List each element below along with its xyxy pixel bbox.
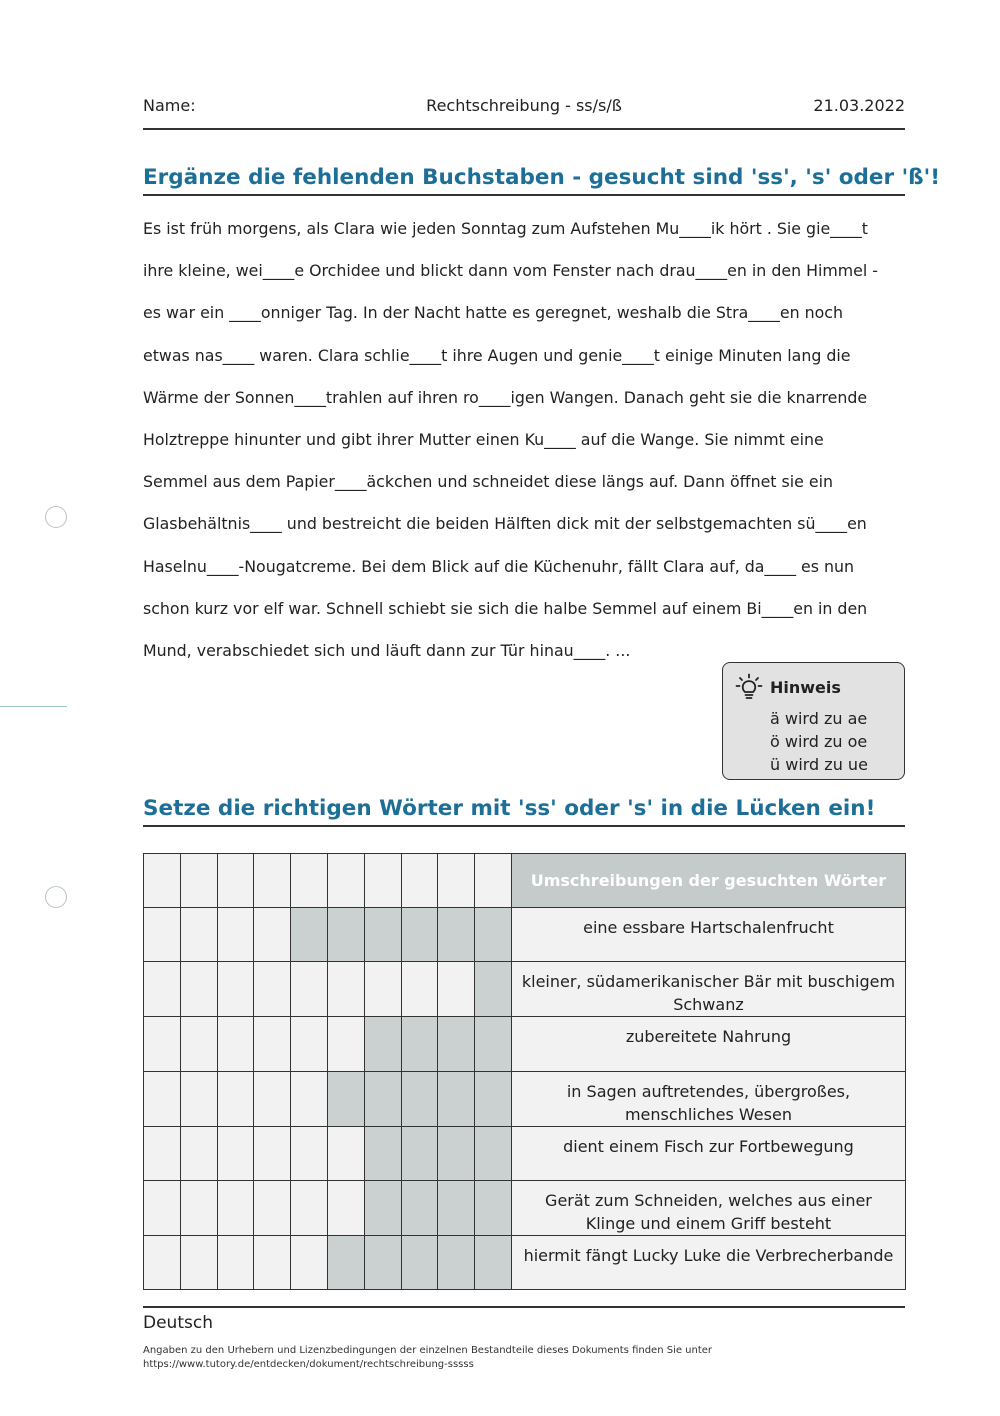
crossword-cell-highlighted[interactable] (327, 908, 364, 962)
crossword-cell[interactable] (144, 1072, 181, 1127)
clue-text: zubereitete Nahrung (511, 1017, 905, 1072)
crossword-cell[interactable] (327, 854, 364, 908)
cloze-line: Mund, verabschiedet sich und läuft dann zur Tür hinau____. ... (143, 640, 631, 660)
name-label: Name: (143, 96, 196, 115)
hint-box (722, 662, 905, 780)
crossword-cell[interactable] (180, 1127, 217, 1181)
crossword-cell[interactable] (180, 1017, 217, 1072)
crossword-cell[interactable] (291, 854, 328, 908)
crossword-cell-highlighted[interactable] (364, 1181, 401, 1236)
crossword-row (144, 908, 906, 962)
crossword-cell[interactable] (327, 962, 364, 1017)
crossword-cell-highlighted[interactable] (438, 1017, 475, 1072)
crossword-cell[interactable] (438, 854, 475, 908)
crossword-cell[interactable] (180, 1181, 217, 1236)
crossword-cell-highlighted[interactable] (401, 1072, 438, 1127)
crossword-row (144, 1236, 906, 1290)
crossword-cell-highlighted[interactable] (438, 1127, 475, 1181)
crossword-cell[interactable] (254, 1017, 291, 1072)
crossword-cell[interactable] (144, 908, 181, 962)
crossword-cell[interactable] (217, 1017, 254, 1072)
punch-hole-bottom (45, 886, 67, 908)
document-date: 21.03.2022 (813, 96, 905, 115)
crossword-cell[interactable] (327, 1127, 364, 1181)
crossword-cell[interactable] (144, 962, 181, 1017)
crossword-cell[interactable] (180, 908, 217, 962)
crossword-row (144, 1072, 906, 1127)
crossword-cell-highlighted[interactable] (438, 908, 475, 962)
crossword-cell[interactable] (327, 1181, 364, 1236)
clue-text: in Sagen auftretendes, übergroßes, menschliches Wesen (511, 1072, 905, 1127)
cloze-line: schon kurz vor elf war. Schnell schiebt sie sich die halbe Semmel auf einem Bi____en in den (143, 598, 868, 618)
crossword-cell-highlighted[interactable] (438, 1072, 475, 1127)
crossword-cell[interactable] (144, 1127, 181, 1181)
crossword-cell[interactable] (144, 854, 181, 908)
crossword-cell[interactable] (217, 1127, 254, 1181)
crossword-cell[interactable] (144, 1017, 181, 1072)
crossword-cell[interactable] (217, 1236, 254, 1290)
license-text: Angaben zu den Urhebern und Lizenzbedingungen der einzelnen Bestandteile dieses Dokuments finden Sie unter (143, 1345, 713, 1356)
exercise-1-heading: Ergänze die fehlenden Buchstaben - gesucht sind 'ss', 's' oder 'ß'! (143, 165, 905, 196)
crossword-cell[interactable] (401, 854, 438, 908)
crossword-cell[interactable] (364, 962, 401, 1017)
clue-column-header: Umschreibungen der gesuchten Wörter (511, 854, 905, 908)
crossword-cell-highlighted[interactable] (438, 1181, 475, 1236)
crossword-cell[interactable] (217, 1072, 254, 1127)
crossword-cell-highlighted[interactable] (364, 908, 401, 962)
crossword-cell[interactable] (291, 962, 328, 1017)
cloze-line: Semmel aus dem Papier____äckchen und schneidet diese längs auf. Dann öffnet sie ein (143, 472, 833, 492)
hint-line: ä wird zu ae (770, 709, 868, 728)
crossword-row (144, 1181, 906, 1236)
clue-text: hiermit fängt Lucky Luke die Verbrecherbande (511, 1236, 905, 1290)
footer-subject: Deutsch (143, 1313, 213, 1333)
crossword-cell[interactable] (217, 962, 254, 1017)
crossword-cell-highlighted[interactable] (364, 1017, 401, 1072)
crossword-cell[interactable] (364, 854, 401, 908)
crossword-cell[interactable] (401, 962, 438, 1017)
crossword-cell-highlighted[interactable] (475, 1072, 512, 1127)
cloze-line: Holztreppe hinunter und gibt ihrer Mutter einen Ku____ auf die Wange. Sie nimmt eine (143, 429, 824, 449)
crossword-cell-highlighted[interactable] (401, 1127, 438, 1181)
clue-text: kleiner, südamerikanischer Bär mit buschigem Schwanz (511, 962, 905, 1017)
crossword-table (143, 853, 906, 1290)
crossword-cell[interactable] (291, 1181, 328, 1236)
crossword-cell[interactable] (254, 962, 291, 1017)
document-title: Rechtschreibung - ss/s/ß (426, 96, 622, 115)
crossword-row (144, 962, 906, 1017)
crossword-cell[interactable] (291, 1236, 328, 1290)
crossword-cell[interactable] (254, 1072, 291, 1127)
crossword-cell-highlighted[interactable] (327, 1236, 364, 1290)
crossword-cell-highlighted[interactable] (401, 1017, 438, 1072)
crossword-row (144, 1017, 906, 1072)
crossword-cell[interactable] (180, 962, 217, 1017)
crossword-cell[interactable] (144, 1236, 181, 1290)
crossword-cell[interactable] (254, 1127, 291, 1181)
cloze-line: es war ein ____onniger Tag. In der Nacht hatte es geregnet, weshalb die Stra____en noch (143, 303, 843, 323)
license-url: https://www.tutory.de/entdecken/dokument/rechtschreibung-sssss (143, 1359, 474, 1370)
crossword-cell-highlighted[interactable] (364, 1072, 401, 1127)
crossword-cell[interactable] (254, 854, 291, 908)
cloze-line: Wärme der Sonnen____trahlen auf ihren ro____igen Wangen. Danach geht sie die knarrende (143, 387, 868, 407)
crossword-cell[interactable] (254, 908, 291, 962)
fold-mark (0, 706, 67, 707)
hint-title: Hinweis (770, 678, 841, 697)
crossword-cell-highlighted[interactable] (401, 908, 438, 962)
page-header (143, 96, 905, 130)
hint-line: ü wird zu ue (770, 755, 868, 774)
crossword-cell-highlighted[interactable] (475, 1236, 512, 1290)
crossword-cell[interactable] (217, 854, 254, 908)
clue-text: eine essbare Hartschalenfrucht (511, 908, 905, 962)
crossword-row (144, 1127, 906, 1181)
cloze-line: Haselnu____-Nougatcreme. Bei dem Blick auf die Küchenuhr, fällt Clara auf, da____ es nun (143, 556, 855, 576)
cloze-line: ihre kleine, wei____e Orchidee und blickt dann vom Fenster nach drau____en in den Himmel - (143, 261, 878, 281)
punch-hole-top (45, 506, 67, 528)
clue-text: Gerät zum Schneiden, welches aus einer Klinge und einem Griff besteht (511, 1181, 905, 1236)
crossword-cell-highlighted[interactable] (364, 1236, 401, 1290)
crossword-cell-highlighted[interactable] (475, 908, 512, 962)
hint-list (770, 707, 868, 776)
cloze-text (143, 215, 913, 679)
crossword-cell-highlighted[interactable] (291, 908, 328, 962)
cloze-line: Glasbehältnis____ und bestreicht die beiden Hälften dick mit der selbstgemachten sü____en (143, 514, 867, 534)
exercise-2-heading: Setze die richtigen Wörter mit 'ss' oder 's' in die Lücken ein! (143, 796, 905, 827)
crossword-cell-highlighted[interactable] (401, 1181, 438, 1236)
crossword-cell[interactable] (144, 1181, 181, 1236)
crossword-cell[interactable] (217, 1181, 254, 1236)
crossword-cell[interactable] (291, 1017, 328, 1072)
crossword-cell[interactable] (180, 854, 217, 908)
cloze-line: Es ist früh morgens, als Clara wie jeden Sonntag zum Aufstehen Mu____ik hört . Sie gie____t (143, 219, 868, 238)
crossword-cell[interactable] (217, 908, 254, 962)
crossword-cell[interactable] (180, 1236, 217, 1290)
crossword-cell[interactable] (254, 1181, 291, 1236)
crossword-cell[interactable] (327, 1017, 364, 1072)
crossword-cell-highlighted[interactable] (475, 1017, 512, 1072)
crossword-cell[interactable] (475, 854, 512, 908)
crossword-cell[interactable] (180, 1072, 217, 1127)
cloze-line: etwas nas____ waren. Clara schlie____t ihre Augen und genie____t einige Minuten lang die (143, 345, 851, 365)
crossword-cell-highlighted[interactable] (401, 1236, 438, 1290)
crossword-cell-highlighted[interactable] (327, 1072, 364, 1127)
crossword-cell-highlighted[interactable] (475, 962, 512, 1017)
hint-line: ö wird zu oe (770, 732, 868, 751)
clue-text: dient einem Fisch zur Fortbewegung (511, 1127, 905, 1181)
crossword-cell[interactable] (291, 1072, 328, 1127)
crossword-cell[interactable] (438, 962, 475, 1017)
lightbulb-icon (735, 673, 763, 701)
footer-rule (143, 1306, 905, 1308)
crossword-cell-highlighted[interactable] (475, 1181, 512, 1236)
crossword-cell[interactable] (254, 1236, 291, 1290)
license-note (143, 1344, 863, 1372)
crossword-cell[interactable] (291, 1127, 328, 1181)
crossword-cell-highlighted[interactable] (475, 1127, 512, 1181)
crossword-cell-highlighted[interactable] (438, 1236, 475, 1290)
crossword-cell-highlighted[interactable] (364, 1127, 401, 1181)
